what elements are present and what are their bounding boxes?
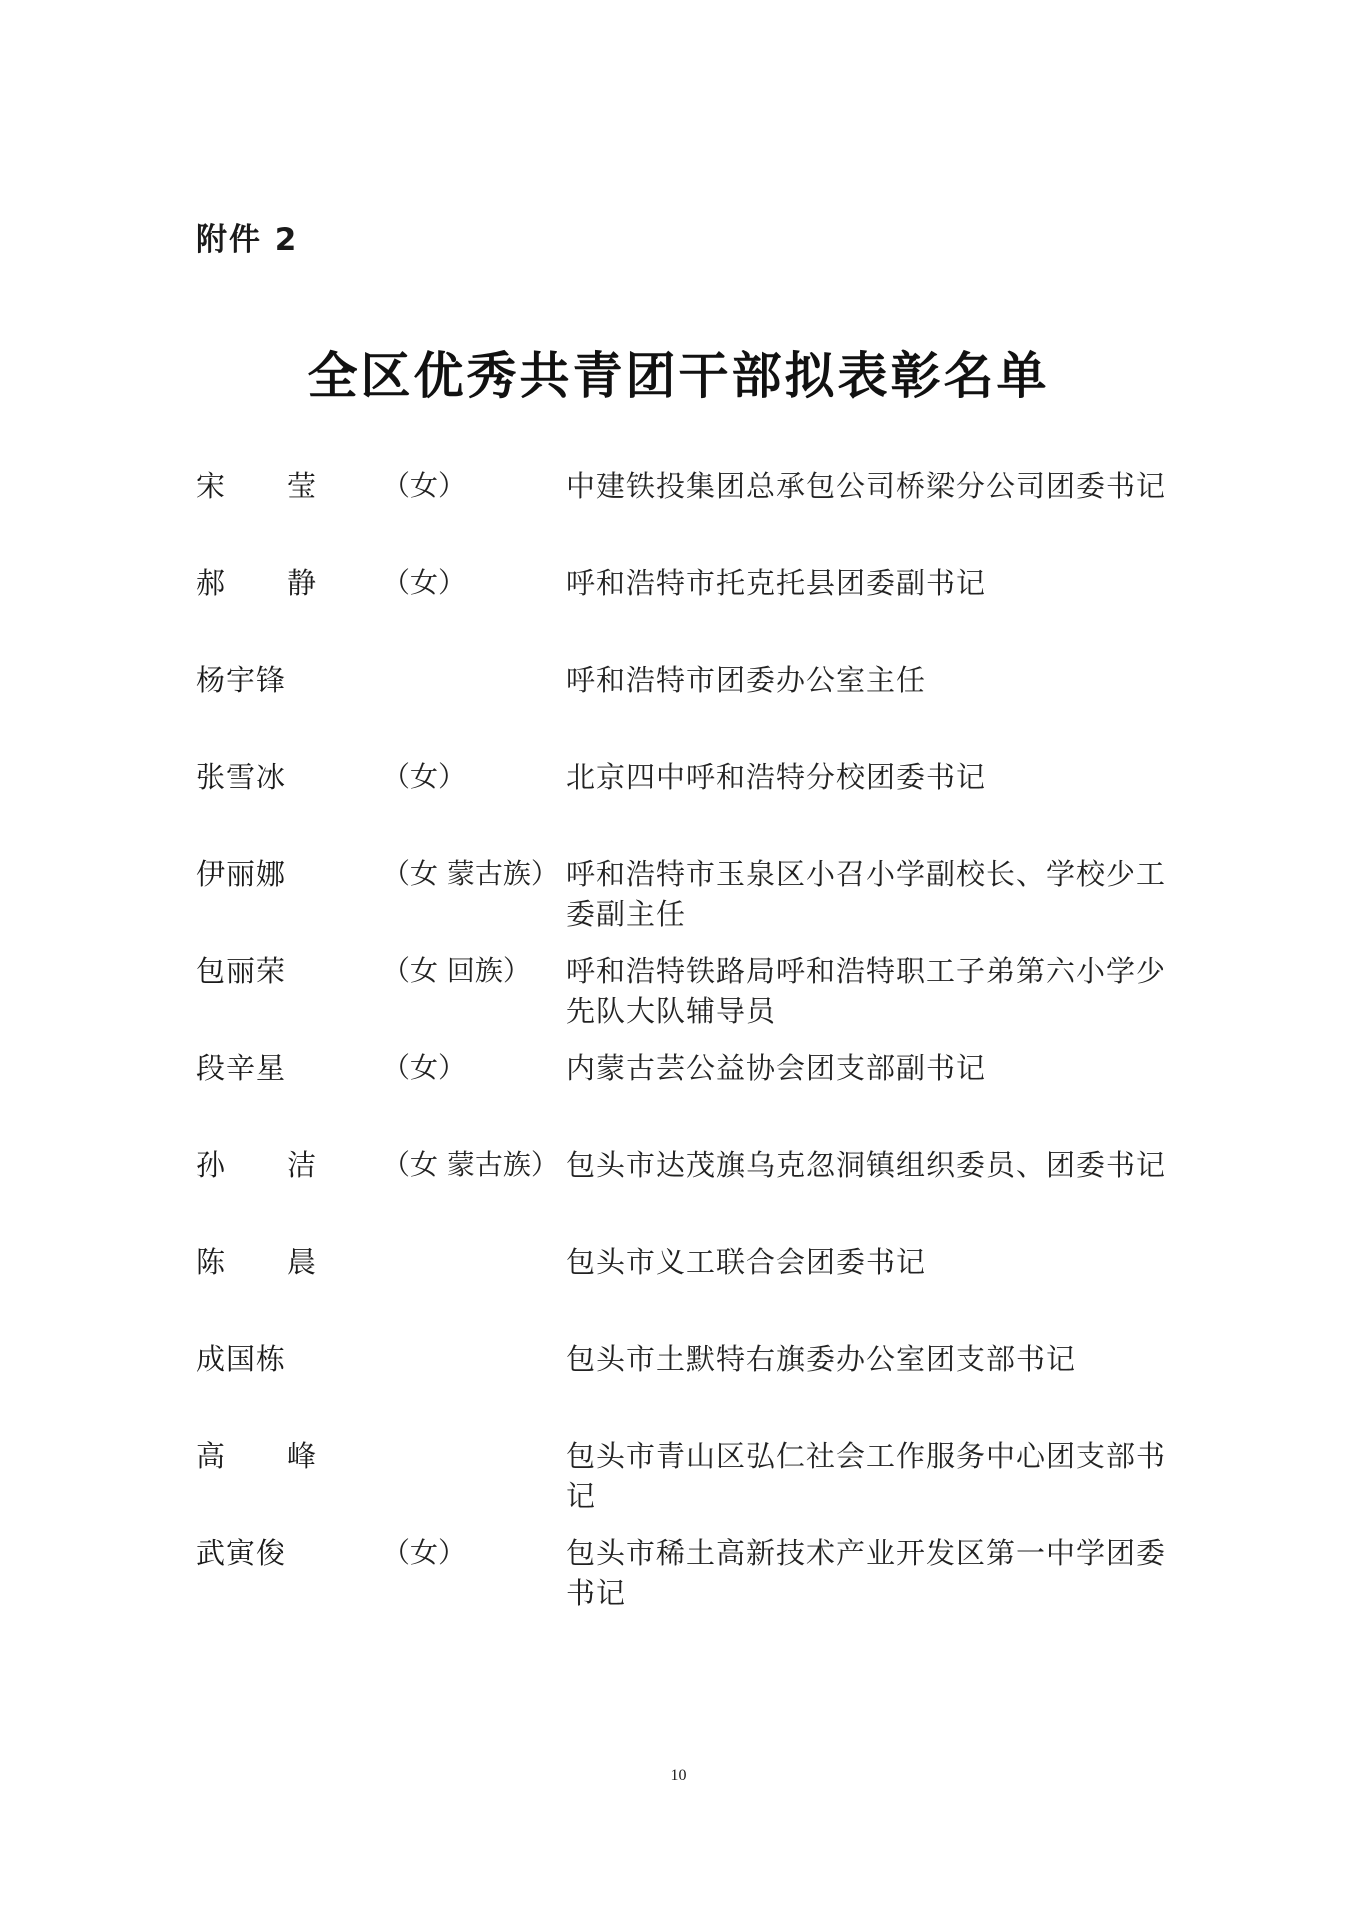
person-name: 宋 莹 bbox=[196, 469, 316, 503]
person-name: 伊丽娜 bbox=[196, 857, 287, 891]
person-note: （女） bbox=[382, 566, 467, 599]
person-unit: 内蒙古芸公益协会团支部副书记 bbox=[566, 1051, 987, 1085]
person-note: （女 蒙古族） bbox=[382, 857, 559, 890]
list-item bbox=[196, 466, 1196, 563]
person-name: 陈 晨 bbox=[196, 1245, 316, 1279]
person-unit: 包头市土默特右旗委办公室团支部书记 bbox=[566, 1342, 1077, 1376]
person-name: 孙 洁 bbox=[196, 1148, 316, 1182]
person-name: 杨宇锋 bbox=[196, 663, 287, 697]
person-note: （女） bbox=[382, 469, 467, 502]
person-unit: 包头市稀土高新技术产业开发区第一中学团委书记 bbox=[566, 1536, 1167, 1610]
commendation-list bbox=[196, 466, 1196, 1630]
list-item bbox=[196, 563, 1196, 660]
person-name: 包丽荣 bbox=[196, 954, 287, 988]
list-item bbox=[196, 1242, 1196, 1339]
person-unit: 包头市义工联合会团委书记 bbox=[566, 1245, 927, 1279]
list-item bbox=[196, 1436, 1196, 1533]
person-unit: 中建铁投集团总承包公司桥梁分公司团委书记 bbox=[566, 469, 1167, 503]
person-name: 段辛星 bbox=[196, 1051, 287, 1085]
person-name: 张雪冰 bbox=[196, 760, 287, 794]
person-unit: 呼和浩特铁路局呼和浩特职工子弟第六小学少先队大队辅导员 bbox=[566, 954, 1167, 1028]
person-unit: 呼和浩特市托克托县团委副书记 bbox=[566, 566, 987, 600]
person-note: （女 回族） bbox=[382, 954, 531, 987]
person-name: 高 峰 bbox=[196, 1439, 316, 1473]
list-item bbox=[196, 1048, 1196, 1145]
person-note: （女 蒙古族） bbox=[382, 1148, 559, 1181]
list-item bbox=[196, 1145, 1196, 1242]
list-item bbox=[196, 1533, 1196, 1630]
list-item bbox=[196, 660, 1196, 757]
person-name: 武寅俊 bbox=[196, 1536, 287, 1570]
page-number: 10 bbox=[670, 1767, 687, 1784]
person-name: 郝 静 bbox=[196, 566, 316, 600]
person-unit: 包头市达茂旗乌克忽洞镇组织委员、团委书记 bbox=[566, 1148, 1167, 1182]
person-unit: 包头市青山区弘仁社会工作服务中心团支部书记 bbox=[566, 1439, 1167, 1513]
person-unit: 呼和浩特市团委办公室主任 bbox=[566, 663, 927, 697]
person-note: （女） bbox=[382, 1536, 467, 1569]
list-item bbox=[196, 854, 1196, 951]
list-item bbox=[196, 1339, 1196, 1436]
person-name: 成国栋 bbox=[196, 1342, 287, 1376]
person-note: （女） bbox=[382, 1051, 467, 1084]
person-unit: 呼和浩特市玉泉区小召小学副校长、学校少工委副主任 bbox=[566, 857, 1167, 931]
list-item bbox=[196, 757, 1196, 854]
person-note: （女） bbox=[382, 760, 467, 793]
list-item bbox=[196, 951, 1196, 1048]
person-unit: 北京四中呼和浩特分校团委书记 bbox=[566, 760, 987, 794]
page-title: 全区优秀共青团干部拟表彰名单 bbox=[307, 346, 1050, 405]
attachment-label: 附件 2 bbox=[196, 222, 299, 258]
